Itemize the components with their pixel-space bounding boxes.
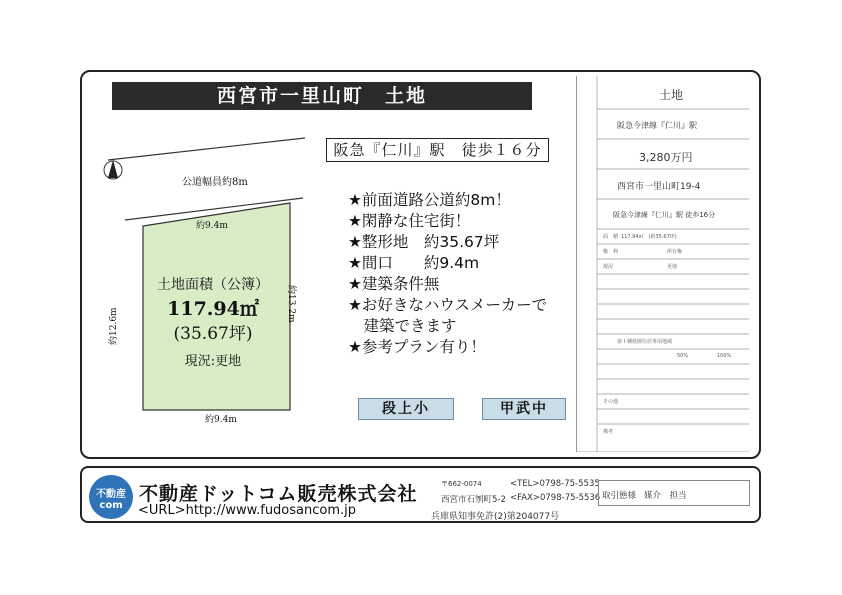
lot-left-depth: 約12.6m xyxy=(109,307,119,345)
spec-area-label: 面 積 xyxy=(603,234,619,240)
spec-line: 阪急今津線『仁川』駅 xyxy=(617,121,697,130)
company-logo xyxy=(89,475,133,519)
compass-icon xyxy=(104,160,122,179)
feature-item: ★お好きなハウスメーカーで xyxy=(348,296,548,314)
feature-item: ★前面道路公道約8m！ xyxy=(348,191,511,209)
spec-area: 117.94㎡ (約35.67坪) xyxy=(621,234,677,240)
page-title: 西宮市一里山町 土地 xyxy=(112,82,532,110)
trade-value: 媒介 担当 xyxy=(644,491,687,501)
spec-notes: 備考 xyxy=(603,429,614,435)
road-width-label: 公道幅員約8m xyxy=(182,177,248,188)
property-spec-panel xyxy=(576,76,749,452)
spec-address: 西宮市一里山町19-4 xyxy=(617,182,701,192)
logo-sub: com xyxy=(99,500,123,511)
feature-list xyxy=(348,190,547,358)
spec-price: 3,280万円 xyxy=(639,151,693,164)
spec-zoning: 第１種低層住居専用地域 xyxy=(617,339,673,345)
lot-top-width: 約9.4m xyxy=(196,221,228,231)
license-number: 兵庫県知事免許(2)第204077号 xyxy=(431,512,560,522)
feature-item: ★建築条件無 xyxy=(348,275,440,293)
company-fax: <FAX>0798-75-5536 xyxy=(510,493,601,503)
spec-rights-label: 権 利 xyxy=(603,249,619,255)
spec-type: 土地 xyxy=(659,88,684,102)
spec-current-label: 現況 xyxy=(603,264,614,270)
lot-bottom-width: 約9.4m xyxy=(205,415,237,425)
spec-other: その他 xyxy=(603,399,619,405)
feature-item: ★間口 約9.4m xyxy=(348,254,480,272)
logo-text: 不動産 xyxy=(96,489,126,500)
company-name: 不動産ドットコム販売株式会社 xyxy=(139,483,418,505)
area-tsubo: (35.67坪) xyxy=(173,324,253,344)
feature-item: ★閑静な住宅街！ xyxy=(348,212,471,230)
land-status: 現況:更地 xyxy=(184,354,242,369)
elementary-school-button[interactable]: 段上小 xyxy=(358,398,454,420)
company-tel: <TEL>0798-75-5535 xyxy=(510,479,600,489)
junior-high-school-button[interactable]: 甲武中 xyxy=(482,398,566,420)
road-line-top xyxy=(108,138,305,160)
trade-box xyxy=(598,480,750,506)
feature-item: 建築できます xyxy=(348,317,457,335)
lot-right-depth: 約13.2m xyxy=(286,285,296,323)
trade-label: 取引態様 xyxy=(602,491,637,501)
spec-rights: 所有権 xyxy=(667,249,683,255)
spec-far: 100% xyxy=(717,353,732,359)
area-sqm: 117.94㎡ xyxy=(167,298,259,320)
spec-current: 更地 xyxy=(667,264,678,270)
feature-item: ★参考プラン有り！ xyxy=(348,338,486,356)
feature-item: ★整形地 約35.67坪 xyxy=(348,233,500,251)
area-title: 土地面積（公簿） xyxy=(157,277,269,293)
station-banner: 阪急『仁川』駅 徒歩１６分 xyxy=(326,138,549,162)
company-url[interactable]: <URL>http://www.fudosancom.jp xyxy=(138,503,356,518)
company-address: 西宮市石刎町5-2 xyxy=(441,495,506,505)
spec-access: 阪急今津線『仁川』駅 徒歩16分 xyxy=(613,211,716,219)
spec-coverage: 50% xyxy=(677,353,689,359)
postal-code: 〒662-0074 xyxy=(441,480,482,488)
